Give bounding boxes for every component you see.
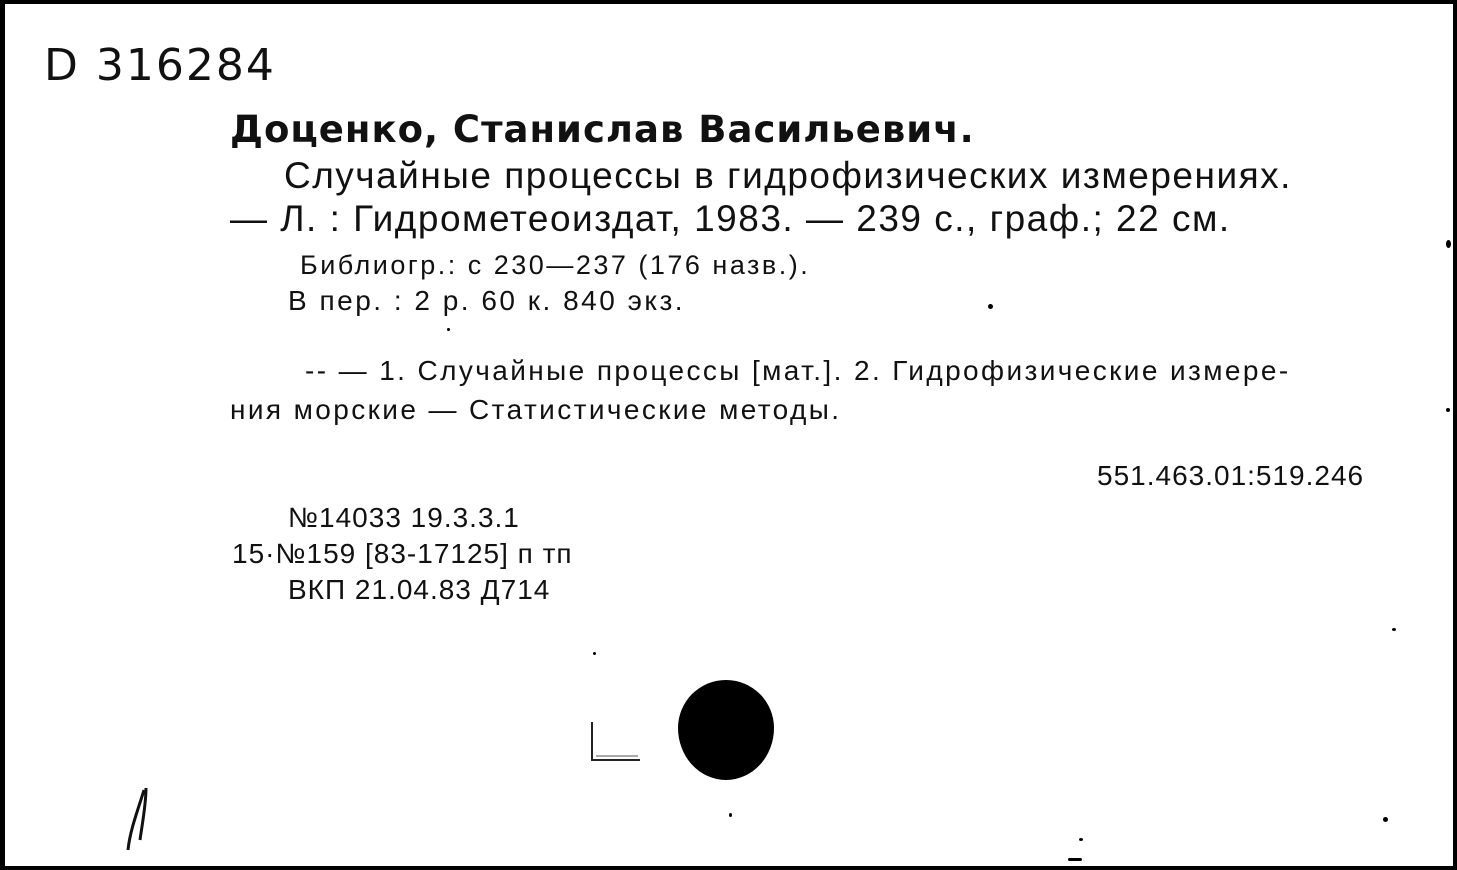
speck [593, 652, 596, 655]
registration-line-1: №14033 19.3.3.1 [288, 502, 520, 533]
bibliography-note: Библиогр.: с 230—237 (176 назв.). [300, 250, 811, 280]
speck [1446, 240, 1451, 248]
speck [1383, 817, 1388, 822]
subject-headings-line-2: ния морские — Статистические методы. [230, 394, 842, 425]
author-heading: Доценко, Станислав Васильевич. [230, 108, 975, 151]
book-title: Случайные процессы в гидрофизических измерениях. [284, 155, 1292, 196]
speck [988, 304, 993, 309]
registration-line-2: 15·№159 [83-17125] п тп [232, 538, 573, 569]
speck [1392, 628, 1396, 631]
speck [1446, 408, 1450, 412]
call-number: D 316284 [44, 40, 276, 91]
speck [1079, 838, 1083, 841]
speck [447, 328, 450, 331]
corner-scribble [128, 788, 146, 850]
udc-classification: 551.463.01:519.246 [1097, 460, 1365, 491]
subject-headings-line-1: -- — 1. Случайные процессы [мат.]. 2. Гидрофизические измере- [305, 355, 1291, 386]
registration-line-3: ВКП 21.04.83 Д714 [288, 574, 551, 605]
pencil-mark [592, 722, 640, 760]
speck [729, 813, 732, 817]
speck [1068, 858, 1082, 861]
price-note: В пер. : 2 р. 60 к. 840 экз. [288, 285, 686, 316]
imprint-line: — Л. : Гидрометеоиздат, 1983. — 239 с., граф.; 22 см. [230, 198, 1231, 239]
